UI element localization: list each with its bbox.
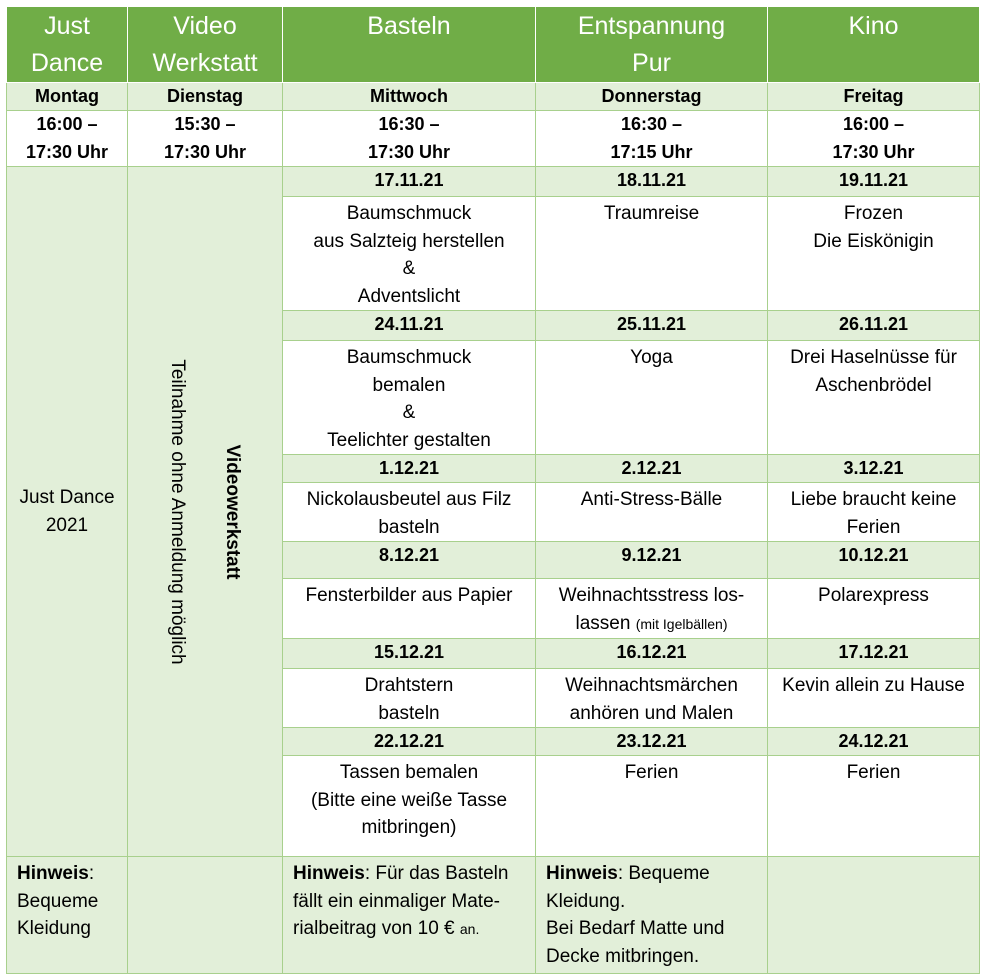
activity-wed: Nickolausbeutel aus Filz basteln [283,483,536,542]
video-werkstatt-vertical-text [150,359,260,664]
date-thu: 2.12.21 [536,455,768,483]
date-wed: 17.11.21 [283,167,536,197]
video-werkstatt-cell [128,167,283,857]
activity-wed: Baumschmuck bemalen & Teelichter gestalten [283,341,536,455]
note-tuesday [128,857,283,974]
date-wed: 22.12.21 [283,728,536,756]
note-wednesday: Hinweis: Für das Basteln fällt ein einmaliger Mate-rialbeitrag von 10 € an. [283,857,536,974]
activity-wed: Tassen bemalen (Bitte eine weiße Tasse mitbringen) [283,756,536,857]
activity-fri: Drei Haselnüsse für Aschenbrödel [768,341,980,455]
day-tuesday: Dienstag [128,83,283,111]
date-fri: 26.11.21 [768,311,980,341]
date-fri: 3.12.21 [768,455,980,483]
header-entspannung: Entspannung Pur [536,7,768,83]
activity-fri: Ferien [768,756,980,857]
activity-wed: Drahtstern basteln [283,669,536,728]
video-werkstatt-note: Teilnahme ohne Anmeldung möglich [167,358,188,665]
activity-fri: Kevin allein zu Hause [768,669,980,728]
date-thu: 25.11.21 [536,311,768,341]
schedule-table [6,6,980,974]
header-row [7,7,980,83]
note-thursday: Hinweis: Bequeme Kleidung. Bei Bedarf Matte und Decke mitbringen. [536,857,768,974]
header-just-dance: Just Dance [7,7,128,83]
day-friday: Freitag [768,83,980,111]
day-wednesday: Mittwoch [283,83,536,111]
days-row [7,83,980,111]
header-kino: Kino [768,7,980,83]
time-wednesday: 16:30 – 17:30 Uhr [283,111,536,167]
time-thursday: 16:30 – 17:15 Uhr [536,111,768,167]
activity-wed: Baumschmuck aus Salzteig herstellen & Adventslicht [283,197,536,311]
date-wed: 8.12.21 [283,542,536,579]
activity-wed: Fensterbilder aus Papier [283,579,536,639]
time-tuesday: 15:30 – 17:30 Uhr [128,111,283,167]
date-thu: 16.12.21 [536,639,768,669]
date-wed: 1.12.21 [283,455,536,483]
activity-fri: Frozen Die Eiskönigin [768,197,980,311]
activity-thu: Yoga [536,341,768,455]
date-thu: 18.11.21 [536,167,768,197]
activity-fri: Liebe braucht keine Ferien [768,483,980,542]
header-basteln: Basteln [283,7,536,83]
date-wed: 15.12.21 [283,639,536,669]
just-dance-cell: Just Dance 2021 [7,167,128,857]
note-friday [768,857,980,974]
activity-thu: Weihnachtsmärchen anhören und Malen [536,669,768,728]
date-fri: 17.12.21 [768,639,980,669]
time-friday: 16:00 – 17:30 Uhr [768,111,980,167]
activity-fri: Polarexpress [768,579,980,639]
note-monday: Hinweis: Bequeme Kleidung [7,857,128,974]
activity-thu: Traumreise [536,197,768,311]
notes-row [7,857,980,974]
activity-thu: Weihnachtsstress los- lassen (mit Igelbällen) [536,579,768,639]
date-wed: 24.11.21 [283,311,536,341]
times-row [7,111,980,167]
date-fri: 19.11.21 [768,167,980,197]
date-thu: 23.12.21 [536,728,768,756]
day-thursday: Donnerstag [536,83,768,111]
date-row [7,167,980,197]
video-werkstatt-title: Videowerkstatt [222,444,243,579]
activity-thu: Ferien [536,756,768,857]
date-fri: 10.12.21 [768,542,980,579]
activity-thu: Anti-Stress-Bälle [536,483,768,542]
date-thu: 9.12.21 [536,542,768,579]
header-video-werkstatt: Video Werkstatt [128,7,283,83]
date-fri: 24.12.21 [768,728,980,756]
day-monday: Montag [7,83,128,111]
time-monday: 16:00 – 17:30 Uhr [7,111,128,167]
